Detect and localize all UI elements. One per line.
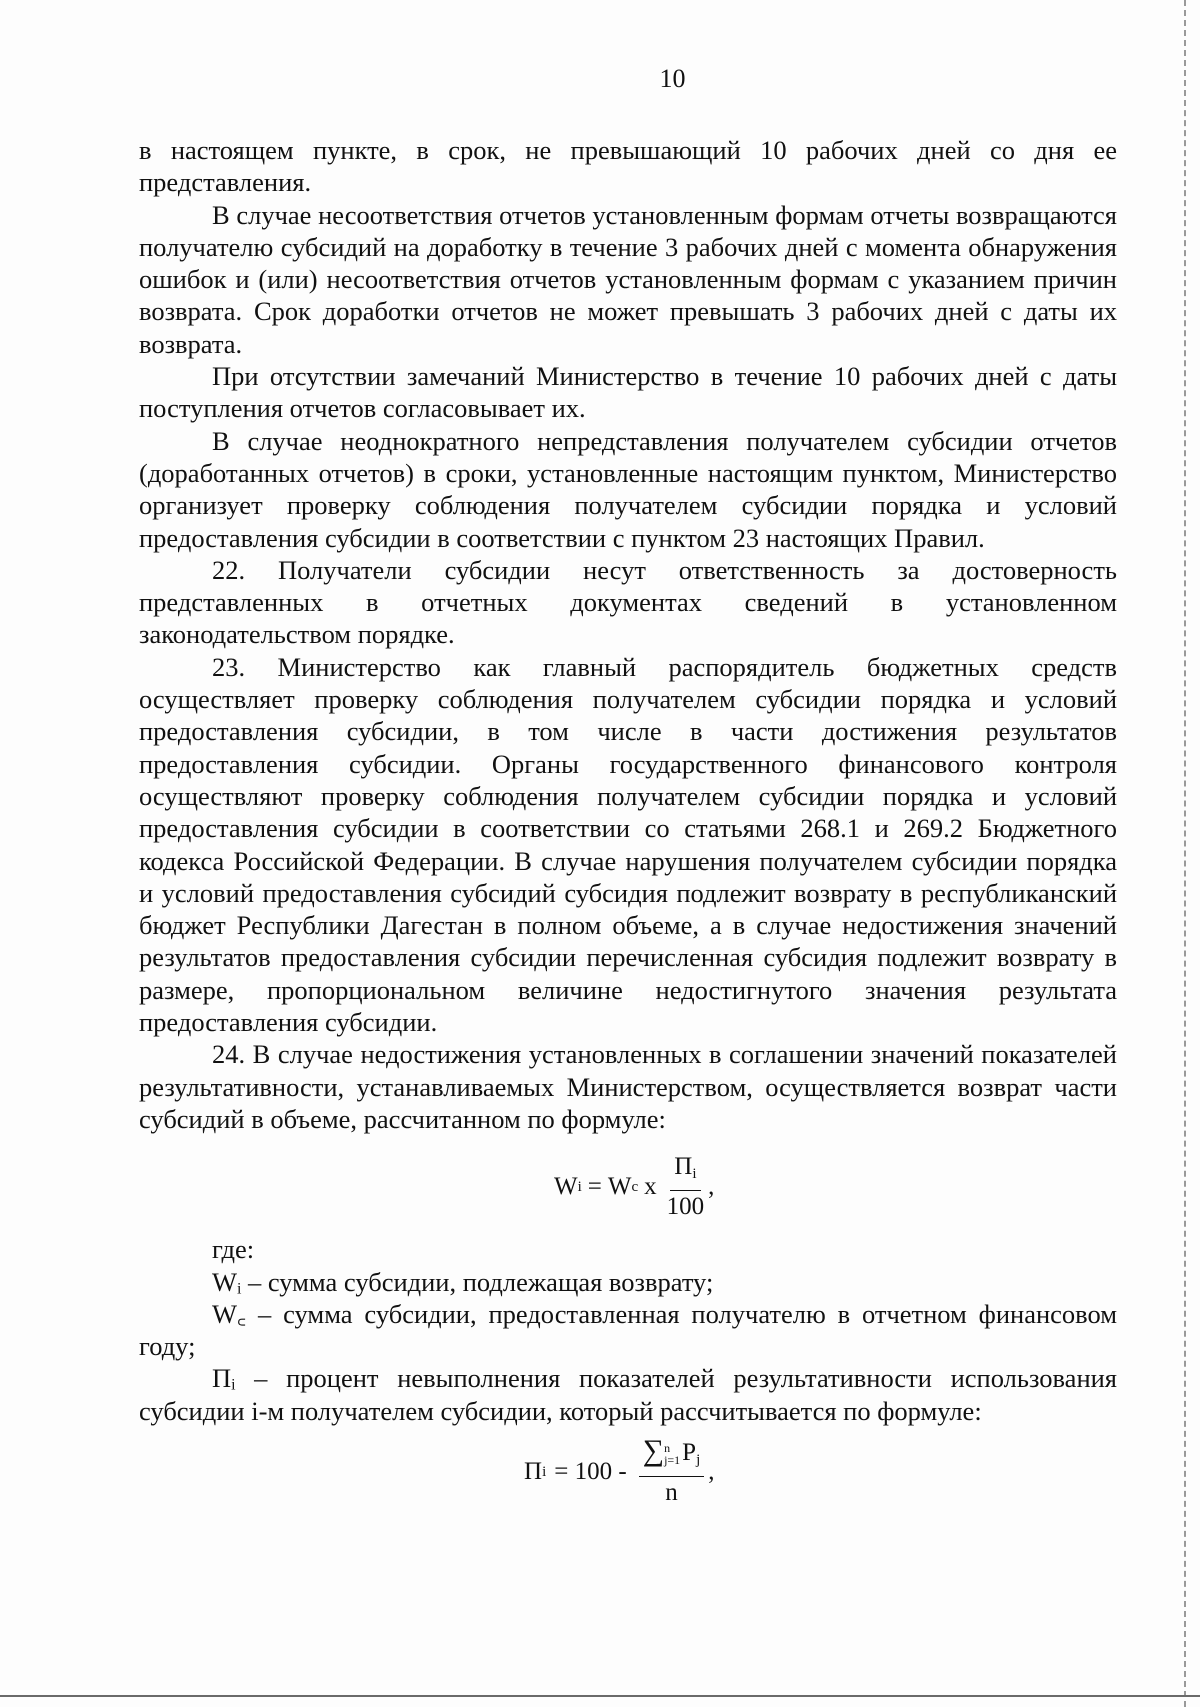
formula-2-sum-limits <box>664 1442 680 1466</box>
where-paragraph-1: Wᵢ – сумма субсидии, подлежащая возврату; <box>212 1266 714 1297</box>
paragraph-list <box>139 134 1117 1135</box>
paragraph-2: При отсутствии замечаний Министерство в течение 10 рабочих дней с даты поступления отчетов согласовывает их. <box>139 361 1117 424</box>
formula-2-sum-lower: j=1 <box>664 1453 681 1468</box>
formula-1-denominator: 100 <box>666 1193 705 1221</box>
paragraph-3: В случае неоднократного непредставления получателем субсидии отчетов (доработанных отчетов) в сроки, установленные настоящим пунктом, Министерство организует проверку соблюдения получателем субсидии порядка и условий предоставления субсидии в соответствии с пунктом 23 настоящих Правил. <box>139 425 1117 553</box>
formula-1-num-symbol: П <box>674 1153 693 1181</box>
paragraph-5: 23. Министерство как главный распорядитель бюджетных средств осуществляет проверку соблюдения получателем субсидии порядка и условий предоставления субсидии, в том числе в части достижения результатов предоставления субсидии. Органы государственного финансового контроля осуществляют проверку соблюдения получателем субсидии порядка и условий предоставления субсидии в соответствии со статьями 268.1 и 269.2 Бюджетного кодекса Российской Федерации. В случае нарушения получателем субсидии порядка и условий предоставления субсидий субсидия подлежит возврату в республиканский бюджет Республики Дагестан в полном объеме, а в случае недостижения значений результатов предоставления субсидии перечисленная субсидия подлежит возврату в размере, пропорциональном величине недостигнутого значения результата предоставления субсидии. <box>139 651 1117 1038</box>
formula-refund <box>554 1153 714 1221</box>
formula-1-w: W <box>607 1173 632 1201</box>
formula-2-eq: = 100 - <box>554 1457 627 1485</box>
formula-percent <box>524 1433 715 1507</box>
formula-2-denominator: n <box>665 1478 678 1506</box>
paragraph-1: В случае несоответствия отчетов установленным формам отчеты возвращаются получателю субсидий на доработку в течение 3 рабочих дней с момента обнаружения ошибок и (или) несоответствия отчетов установленным формам с указанием причин возврата. Срок доработки отчетов не может превышать 3 рабочих дней с даты их возврата. <box>139 199 1117 359</box>
page-number: 10 <box>659 64 686 93</box>
where-paragraph-0: где: <box>212 1234 255 1265</box>
formula-2-tail: , <box>708 1457 715 1485</box>
scan-edge-bottom <box>0 1695 1200 1697</box>
formula-2-numerator <box>639 1433 705 1477</box>
paragraph-4: 22. Получатели субсидии несут ответственность за достоверность представленных в отчетных документах сведений в установленном законодательством порядке. <box>139 554 1117 650</box>
formula-2-sum-upper: n <box>664 1441 671 1456</box>
formula-1-times: x <box>644 1173 657 1201</box>
formula-2-p-sub: j <box>696 1451 701 1468</box>
formula-1-lhs-sub: i <box>577 1179 582 1196</box>
formula-block-1 <box>139 1135 1117 1233</box>
where-list <box>139 1233 1117 1427</box>
sum-symbol-icon: ∑ <box>642 1433 665 1467</box>
formula-1-w-sub: c <box>631 1179 639 1196</box>
where-paragraph-3: Пᵢ – процент невыполнения показателей результативности использования субсидии i-м получателем субсидии, который рассчитывается по формуле: <box>139 1363 1117 1426</box>
document-body <box>139 134 1117 1525</box>
formula-1-lhs: W <box>554 1173 578 1201</box>
formula-2-p: P <box>682 1438 697 1466</box>
where-paragraph-2: W꜀ – сумма субсидии, предоставленная получателю в отчетном финансовом году; <box>139 1298 1117 1362</box>
formula-block-2 <box>139 1427 1117 1525</box>
formula-2-lhs: П <box>524 1457 543 1485</box>
paragraph-6: 24. В случае недостижения установленных в соглашении значений показателей результативности, устанавливаемых Министерством, осуществляется возврат части субсидий в объеме, рассчитанном по формуле: <box>139 1039 1117 1134</box>
scan-edge-right <box>1184 0 1186 1707</box>
paragraph-0: в настоящем пункте, в срок, не превышающий 10 рабочих дней со дня ее представления. <box>139 135 1117 198</box>
formula-1-numerator <box>670 1153 700 1191</box>
formula-1-num-sub: i <box>692 1166 697 1183</box>
formula-2-lhs-sub: i <box>542 1463 547 1480</box>
formula-1-fraction <box>667 1153 705 1221</box>
formula-1-tail: , <box>708 1173 715 1201</box>
formula-1-eq: = <box>587 1173 602 1201</box>
formula-2-fraction <box>639 1433 705 1507</box>
